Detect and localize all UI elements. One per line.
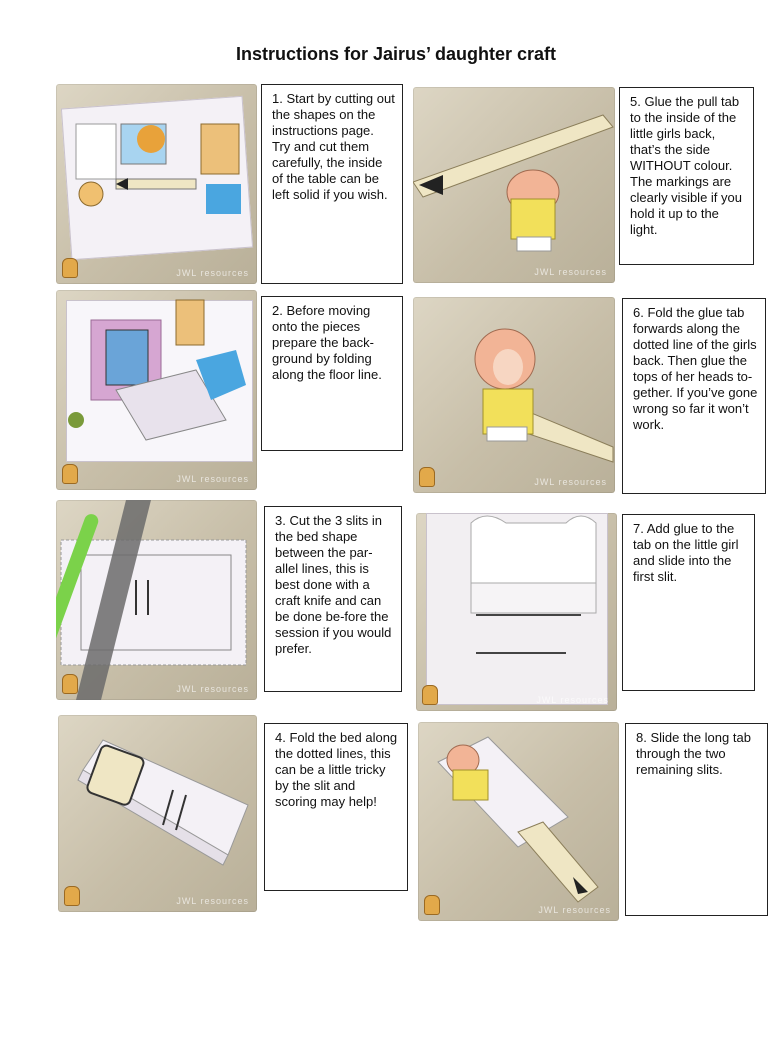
step-3-note — [264, 506, 402, 692]
watermark: JWL resources — [176, 684, 249, 694]
step-3-text: 3. Cut the 3 slits in the bed shape between the par-allel lines, this is best done with a craft knife and can be done be-fore the session if you would prefer. — [275, 513, 392, 656]
slide-tab-illustration — [416, 513, 617, 711]
watermark: JWL resources — [534, 267, 607, 277]
step-6-text: 6. Fold the glue tab forwards along the dotted line of the girls back. Then glue the tops of her heads to-gether. If you’ve gone wrong so far it won’t work. — [633, 305, 758, 432]
background-fold-illustration — [56, 290, 257, 490]
step-7-note — [622, 514, 755, 691]
watermark: JWL resources — [536, 695, 609, 705]
step-2-photo — [56, 290, 257, 490]
step-3-photo — [56, 500, 257, 700]
jwl-logo — [422, 685, 438, 705]
step-7-photo — [416, 513, 617, 711]
jwl-logo — [62, 674, 78, 694]
step-6-note — [622, 298, 766, 494]
step-8-photo — [418, 722, 619, 921]
step-5-text: 5. Glue the pull tab to the inside of the little girls back, that’s the side WITHOUT colour. The markings are clearly visible if you hold it up to the light. — [630, 94, 742, 237]
jwl-logo — [62, 464, 78, 484]
folded-bed-illustration — [58, 715, 257, 912]
jwl-logo — [424, 895, 440, 915]
step-8-text: 8. Slide the long tab through the two remaining slits. — [636, 730, 751, 777]
step-2-note — [261, 296, 403, 451]
pull-tab-illustration — [413, 87, 615, 283]
cut-shapes-illustration — [56, 84, 257, 284]
step-1-note — [261, 84, 403, 284]
watermark: JWL resources — [176, 896, 249, 906]
watermark: JWL resources — [534, 477, 607, 487]
watermark: JWL resources — [538, 905, 611, 915]
watermark: JWL resources — [176, 268, 249, 278]
step-1-photo — [56, 84, 257, 284]
watermark: JWL resources — [176, 474, 249, 484]
step-6-photo — [413, 297, 615, 493]
step-4-photo — [58, 715, 257, 912]
finished-bed-illustration — [418, 722, 619, 921]
jwl-logo — [419, 467, 435, 487]
step-5-photo — [413, 87, 615, 283]
jwl-logo — [64, 886, 80, 906]
page-title: Instructions for Jairus’ daughter craft — [235, 44, 557, 64]
step-8-note — [625, 723, 768, 916]
step-4-text: 4. Fold the bed along the dotted lines, this can be a little tricky by the slit and scoring may help! — [275, 730, 398, 809]
bed-slits-illustration — [56, 500, 257, 700]
step-2-text: 2. Before moving onto the pieces prepare the back-ground by folding along the floor line. — [272, 303, 382, 382]
step-1-text: 1. Start by cutting out the shapes on the instructions page. Try and cut them carefully, the inside of the table can be left solid if you wish. — [272, 91, 395, 202]
step-7-text: 7. Add glue to the tab on the little girl and slide into the first slit. — [633, 521, 739, 584]
step-4-note — [264, 723, 408, 891]
girl-fold-illustration — [413, 297, 615, 493]
jwl-logo — [62, 258, 78, 278]
step-5-note — [619, 87, 754, 265]
